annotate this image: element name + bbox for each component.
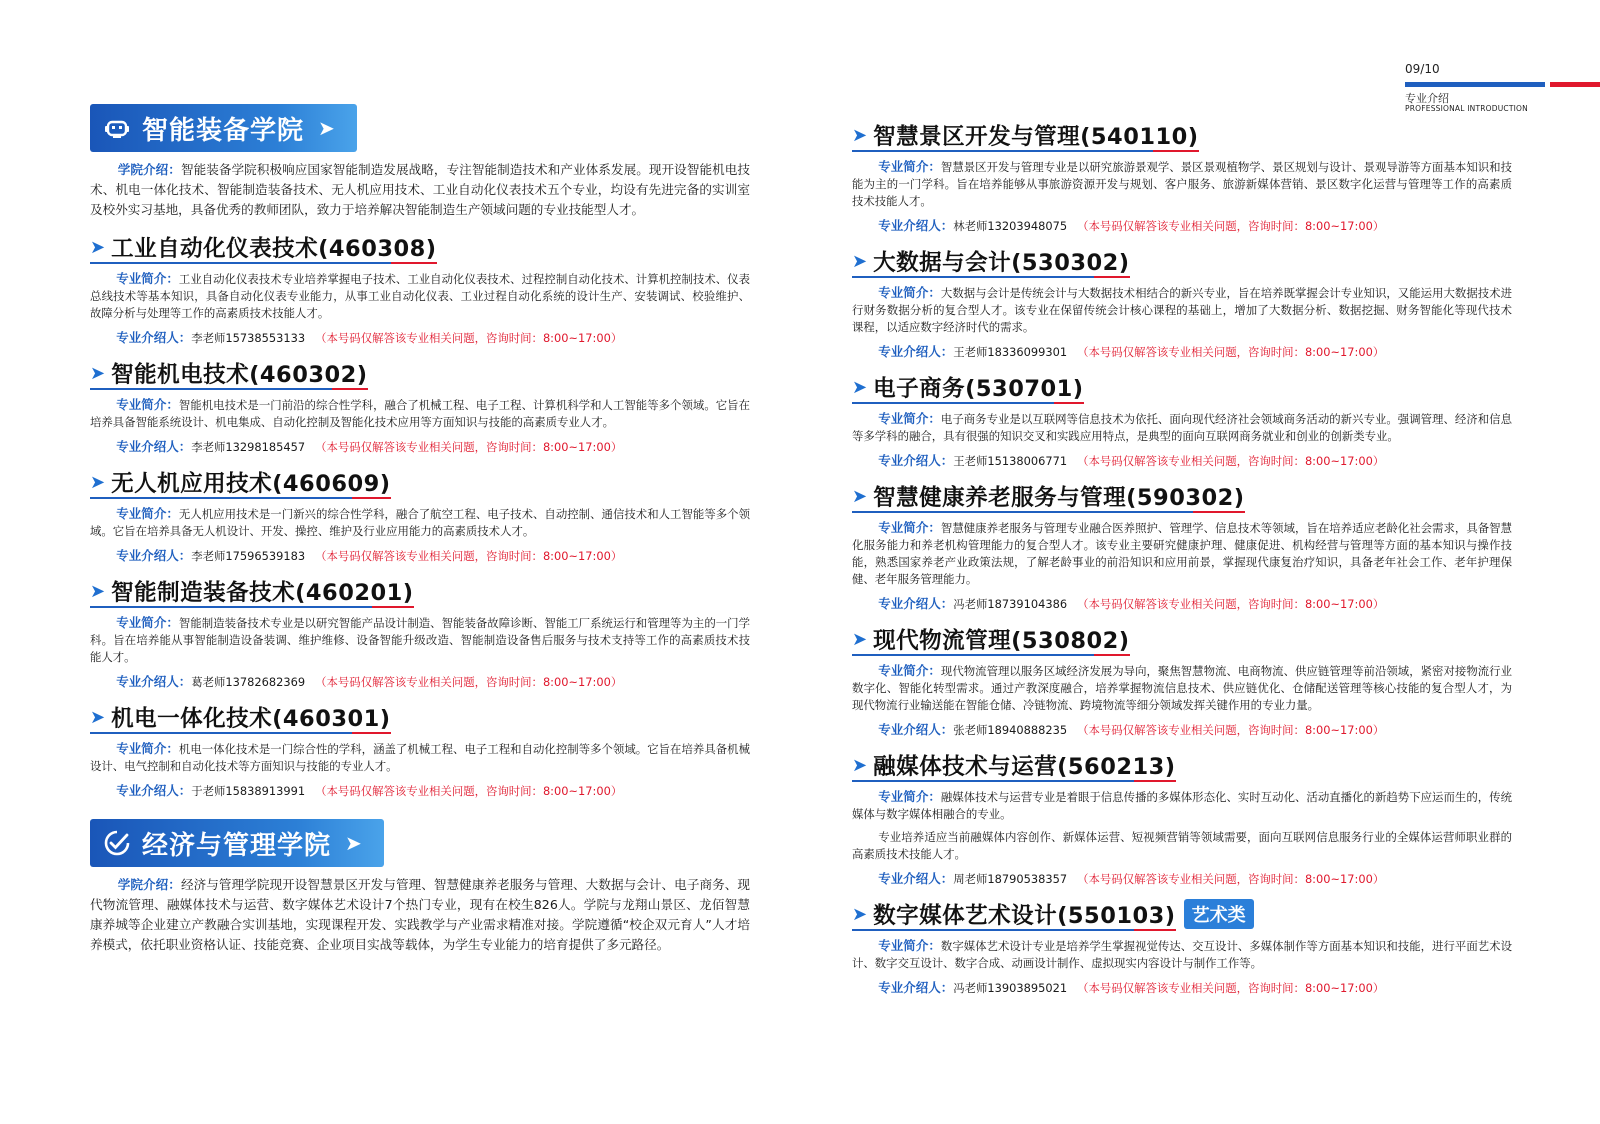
major-description (852, 937, 1512, 972)
major-description-text: 智慧景区开发与管理专业是以研究旅游景观学、景区景观植物学、景区规划与设计、景观导游等方面基本知识和技能为主的一门学科。旨在培养能够从事旅游资源开发与规划、客户服务、旅游新媒体营销、景区数字化运营与管理等工作的高素质技术技能人才。 (852, 160, 1512, 208)
major-name: 电子商务(530701) (873, 376, 1084, 402)
triangle-bullet-icon: ➤ (90, 362, 106, 384)
contact-phone: 于老师15838913991 (191, 784, 306, 798)
major-intro-label: 专业简介： (878, 789, 941, 804)
major-block (90, 574, 750, 690)
contact-label: 专业介绍人： (878, 980, 954, 995)
contact-label: 专业介绍人： (878, 218, 954, 233)
robot-icon (104, 115, 130, 141)
major-description (90, 614, 750, 666)
triangle-bullet-icon: ➤ (90, 236, 106, 258)
major-name: 融媒体技术与运营(560213) (873, 754, 1176, 780)
triangle-bullet-icon: ➤ (852, 376, 868, 398)
college-intro-label: 学院介绍： (117, 162, 181, 177)
major-description (852, 284, 1512, 336)
contact-note: （本号码仅解答该专业相关问题，咨询时间：8:00~17:00） (1077, 345, 1385, 359)
arrow-icon: ➤ (345, 831, 362, 855)
major-intro-label: 专业简介： (116, 741, 179, 756)
college-banner-economics (90, 819, 384, 867)
major-block (90, 230, 750, 346)
triangle-bullet-icon: ➤ (852, 754, 868, 776)
triangle-bullet-icon: ➤ (852, 628, 868, 650)
major-intro-label: 专业简介： (116, 397, 179, 412)
title-underline-red (352, 497, 391, 499)
major-intro-label: 专业简介： (116, 506, 179, 521)
title-underline-blue (90, 606, 414, 608)
contact-line (852, 720, 1512, 738)
major-intro-label: 专业简介： (878, 159, 941, 174)
contact-label: 专业介绍人： (116, 439, 192, 454)
college-intro-label: 学院介绍： (117, 877, 181, 892)
section-title-en: PROFESSIONAL INTRODUCTION (1405, 104, 1528, 113)
major-title (90, 230, 750, 264)
contact-label: 专业介绍人： (878, 344, 954, 359)
major-title (852, 118, 1512, 152)
contact-phone: 张老师18940888235 (953, 723, 1068, 737)
college-title: 智能装备学院 (142, 115, 305, 146)
major-description (852, 788, 1512, 823)
major-block (90, 700, 750, 799)
major-description-extra: 专业培养适应当前融媒体内容创作、新媒体运营、短视频营销等领域需要，面向互联网信息服务行业的全媒体运营师职业群的高素质技术技能人才。 (852, 830, 1512, 861)
major-title (852, 479, 1512, 513)
major-description (852, 410, 1512, 445)
contact-label: 专业介绍人： (878, 722, 954, 737)
contact-label: 专业介绍人： (116, 548, 192, 563)
title-underline-red (391, 262, 437, 264)
left-column (90, 104, 750, 959)
major-name: 智慧景区开发与管理(540110) (873, 124, 1199, 150)
major-block (852, 370, 1512, 469)
contact-note: （本号码仅解答该专业相关问题，咨询时间：8:00~17:00） (1077, 597, 1385, 611)
contact-line (852, 594, 1512, 612)
title-underline-blue (852, 654, 1130, 656)
major-block (852, 748, 1512, 887)
triangle-bullet-icon: ➤ (90, 471, 106, 493)
major-description (852, 662, 1512, 714)
contact-line (852, 869, 1512, 887)
contact-line (852, 342, 1512, 360)
college-banner-smart-equipment (90, 104, 357, 152)
major-name: 大数据与会计(530302) (873, 250, 1130, 276)
contact-label: 专业介绍人： (878, 453, 954, 468)
title-underline-blue (90, 497, 391, 499)
contact-note: （本号码仅解答该专业相关问题，咨询时间：8:00~17:00） (1077, 723, 1385, 737)
major-description-text: 工业自动化仪表技术专业培养掌握电子技术、工业自动化仪表技术、过程控制自动化技术、计算机控制技术、仪表总线技术等基本知识，具备自动化仪表专业能力，从事工业自动化仪表、工业过程自动化系统的设计生产、安装调试、校验维护、故障分析与处理等工作的高素质技术技能人才。 (90, 272, 750, 320)
contact-note: （本号码仅解答该专业相关问题，咨询时间：8:00~17:00） (315, 440, 623, 454)
major-description (90, 270, 750, 322)
major-description-text: 数字媒体艺术设计专业是培养学生掌握视觉传达、交互设计、多媒体制作等方面基本知识和技能，进行平面艺术设计、数字交互设计、数字合成、动画设计制作、虚拟现实内容设计与制作工作等。 (852, 939, 1512, 970)
major-description-text: 无人机应用技术是一门新兴的综合性学科，融合了航空工程、电子技术、自动控制、通信技术和人工智能等多个领域。它旨在培养具备无人机设计、开发、操控、维护及行业应用能力的高素质技术人才。 (90, 507, 750, 538)
contact-phone: 王老师18336099301 (953, 345, 1068, 359)
header-bar-blue (1405, 82, 1545, 87)
title-underline-red (1193, 511, 1245, 513)
title-underline-blue (852, 511, 1245, 513)
major-name: 智慧健康养老服务与管理(590302) (873, 485, 1245, 511)
contact-phone: 林老师13203948075 (953, 219, 1068, 233)
major-description (852, 519, 1512, 588)
major-intro-label: 专业简介： (878, 663, 941, 678)
contact-line (90, 328, 750, 346)
left-major-list (90, 230, 750, 799)
contact-phone: 李老师15738553133 (191, 331, 306, 345)
major-description (90, 396, 750, 431)
triangle-bullet-icon: ➤ (90, 706, 106, 728)
category-badge: 艺术类 (1184, 899, 1254, 929)
contact-note: （本号码仅解答该专业相关问题，咨询时间：8:00~17:00） (315, 331, 623, 345)
major-intro-label: 专业简介： (878, 520, 941, 535)
major-block (852, 118, 1512, 234)
contact-note: （本号码仅解答该专业相关问题，咨询时间：8:00~17:00） (315, 675, 623, 689)
page-number: 09/10 (1405, 62, 1440, 76)
contact-line (852, 216, 1512, 234)
title-underline-blue (852, 929, 1176, 931)
major-block (852, 244, 1512, 360)
major-intro-label: 专业简介： (878, 411, 941, 426)
contact-phone: 葛老师13782682369 (191, 675, 306, 689)
contact-phone: 冯老师18739104386 (953, 597, 1068, 611)
contact-phone: 冯老师13903895021 (953, 981, 1068, 995)
major-intro-label: 专业简介： (116, 271, 179, 286)
major-intro-label: 专业简介： (116, 615, 179, 630)
major-description-text: 现代物流管理以服务区域经济发展为导向，聚焦智慧物流、电商物流、供应链管理等前沿领域，紧密对接物流行业数字化、智能化转型需求。通过产教深度融合，培养掌握物流信息技术、供应链优化、仓储配送管理等核心技能的复合型人才，为现代物流行业输送能在智能仓储、冷链物流、跨境物流等细分领域发挥关键作用的专业力量。 (852, 664, 1512, 712)
title-underline-red (372, 606, 414, 608)
contact-line (852, 978, 1512, 996)
contact-line (90, 546, 750, 564)
college-intro (90, 875, 750, 955)
college-intro-text: 经济与管理学院现开设智慧景区开发与管理、智慧健康养老服务与管理、大数据与会计、电子商务、现代物流管理、融媒体技术与运营、数字媒体艺术设计7个热门专业，现有在校生826人。学院与龙翔山景区、龙佰智慧康养城等企业建立产教融合实训基地，实现课程开发、实践教学与产业需求精准对接。学院遵循“校企双元育人”人才培养模式，依托职业资格认证、技能竞赛、企业项目实战等载体，为学生专业能力的培育提供了多元路径。 (90, 877, 751, 952)
major-title (90, 465, 750, 499)
major-block (90, 356, 750, 455)
title-underline-blue (90, 732, 391, 734)
contact-note: （本号码仅解答该专业相关问题，咨询时间：8:00~17:00） (1077, 981, 1385, 995)
contact-note: （本号码仅解答该专业相关问题，咨询时间：8:00~17:00） (1077, 454, 1385, 468)
contact-label: 专业介绍人： (116, 783, 192, 798)
triangle-bullet-icon: ➤ (852, 485, 868, 507)
major-description-text: 电子商务专业是以互联网等信息技术为依托、面向现代经济社会领域商务活动的新兴专业。强调管理、经济和信息等多学科的融合，具有很强的知识交叉和实践应用特点，是典型的面向互联网商务就业和创业的创新类专业。 (852, 412, 1512, 443)
title-underline-blue (852, 402, 1084, 404)
major-description-text: 机电一体化技术是一门综合性的学科，涵盖了机械工程、电子工程和自动化控制等多个领域。它旨在培养具备机械设计、电气控制和自动化技术等方面知识与技能的专业人才。 (90, 742, 750, 773)
title-underline-red (1094, 654, 1130, 656)
arrow-icon: ➤ (318, 116, 335, 140)
triangle-bullet-icon: ➤ (852, 250, 868, 272)
major-description-text: 智能制造装备技术专业是以研究智能产品设计制造、智能装备故障诊断、智能工厂系统运行和管理等为主的一门学科。旨在培养能从事智能制造设备装调、维护维修、设备智能升级改造、智能制造设备售后服务与技术支持等工作的高素质技术技能人才。 (90, 616, 750, 664)
title-underline-red (1054, 402, 1084, 404)
contact-label: 专业介绍人： (116, 330, 192, 345)
major-block (852, 622, 1512, 738)
contact-phone: 李老师13298185457 (191, 440, 306, 454)
title-underline-blue (852, 150, 1199, 152)
major-description (852, 158, 1512, 210)
major-title (90, 574, 750, 608)
contact-label: 专业介绍人： (116, 674, 192, 689)
major-name: 智能机电技术(460302) (111, 362, 368, 388)
contact-phone: 周老师18790538357 (953, 872, 1068, 886)
check-badge-icon (104, 830, 130, 856)
major-block (90, 465, 750, 564)
contact-phone: 李老师17596539183 (191, 549, 306, 563)
major-block (852, 479, 1512, 612)
major-title (852, 897, 1512, 931)
major-title (852, 748, 1512, 782)
major-description-text: 融媒体技术与运营专业是着眼于信息传播的多媒体形态化、实时互动化、活动直播化的新趋势下应运而生的，传统媒体与数字媒体相融合的专业。 (852, 790, 1512, 821)
major-name: 数字媒体艺术设计(550103) (873, 903, 1176, 929)
title-underline-red (1094, 276, 1130, 278)
contact-label: 专业介绍人： (878, 871, 954, 886)
title-underline-red (1134, 929, 1176, 931)
right-column (852, 108, 1512, 996)
major-title (90, 700, 750, 734)
header-bar-red (1550, 82, 1600, 87)
contact-label: 专业介绍人： (878, 596, 954, 611)
college-intro-text: 智能装备学院积极响应国家智能制造发展战略，专注智能制造技术和产业体系发展。现开设智能机电技术、机电一体化技术、智能制造装备技术、无人机应用技术、工业自动化仪表技术五个专业，均设有先进完备的实训室及校外实习基地，具备优秀的教师团队，致力于培养解决智能制造生产领域问题的专业技能型人才。 (90, 162, 751, 217)
contact-line (90, 437, 750, 455)
title-underline-blue (90, 262, 437, 264)
triangle-bullet-icon: ➤ (852, 903, 868, 925)
major-intro-label: 专业简介： (878, 285, 941, 300)
major-title (852, 244, 1512, 278)
major-description-text: 智慧健康养老服务与管理专业融合医养照护、管理学、信息技术等领域，旨在培养适应老龄化社会需求，具备智慧化服务能力和养老机构管理能力的复合型人才。该专业主要研究健康护理、健康促进、机构经营与管理等方面的基本知识与操作技能，熟悉国家养老产业政策法规，了解老龄事业的前沿知识和应用前景，掌握现代康复治疗知识，具备老年社会工作、老年护理保健、老年服务管理能力。 (852, 521, 1512, 586)
contact-line (852, 451, 1512, 469)
college-title: 经济与管理学院 (142, 830, 332, 861)
major-name: 机电一体化技术(460301) (111, 706, 391, 732)
major-description (90, 740, 750, 775)
title-underline-blue (90, 388, 368, 390)
major-description-text: 智能机电技术是一门前沿的综合性学科，融合了机械工程、电子工程、计算机科学和人工智能等多个领域。它旨在培养具备智能系统设计、机电集成、自动化控制及智能化技术应用等方面知识与技能的高素质专业人才。 (90, 398, 750, 429)
title-underline-blue (852, 276, 1130, 278)
major-name: 工业自动化仪表技术(460308) (111, 236, 437, 262)
major-title (852, 622, 1512, 656)
title-underline-red (1134, 780, 1176, 782)
section-title-zh: 专业介绍 (1405, 92, 1449, 105)
right-major-list (852, 118, 1512, 996)
contact-note: （本号码仅解答该专业相关问题，咨询时间：8:00~17:00） (315, 549, 623, 563)
triangle-bullet-icon: ➤ (90, 580, 106, 602)
contact-note: （本号码仅解答该专业相关问题，咨询时间：8:00~17:00） (315, 784, 623, 798)
major-description (90, 505, 750, 540)
contact-line (90, 672, 750, 690)
contact-note: （本号码仅解答该专业相关问题，咨询时间：8:00~17:00） (1077, 219, 1385, 233)
title-underline-red (352, 732, 391, 734)
title-underline-blue (852, 780, 1176, 782)
contact-line (90, 781, 750, 799)
contact-note: （本号码仅解答该专业相关问题，咨询时间：8:00~17:00） (1077, 872, 1385, 886)
contact-phone: 王老师15138006771 (953, 454, 1068, 468)
title-underline-red (332, 388, 368, 390)
title-underline-red (1153, 150, 1199, 152)
major-name: 现代物流管理(530802) (873, 628, 1130, 654)
major-description-text: 大数据与会计是传统会计与大数据技术相结合的新兴专业，旨在培养既掌握会计专业知识，又能运用大数据技术进行财务数据分析的复合型人才。该专业在保留传统会计核心课程的基础上，增加了大数据分析、数据挖掘、财务智能化等现代技术课程，以适应数字经济时代的需求。 (852, 286, 1512, 334)
major-title (90, 356, 750, 390)
major-intro-label: 专业简介： (878, 938, 941, 953)
major-block (852, 897, 1512, 996)
college-intro (90, 160, 750, 220)
triangle-bullet-icon: ➤ (852, 124, 868, 146)
major-title (852, 370, 1512, 404)
major-name: 智能制造装备技术(460201) (111, 580, 414, 606)
major-name: 无人机应用技术(460609) (111, 471, 391, 497)
